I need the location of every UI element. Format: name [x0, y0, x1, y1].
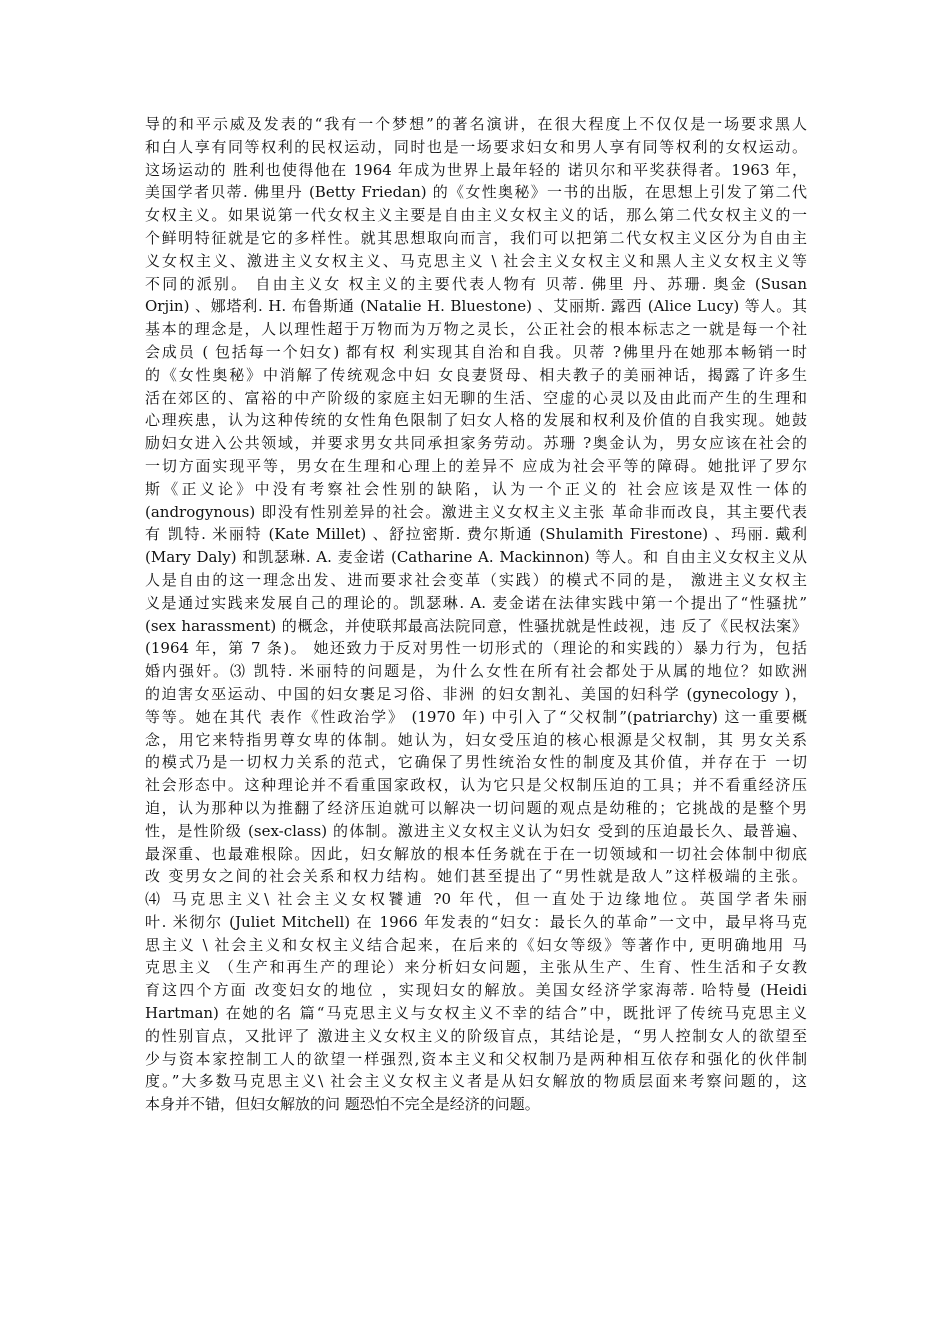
text-line: 本身并不错，但妇女解放的问 题恐怕不完全是经济的问题。	[145, 1095, 540, 1114]
text-line: 的迫害女巫运动、中国的妇女裹足习俗、非洲 的妇女割礼、美国的妇科学 (gynecology )，	[145, 684, 807, 703]
text-line: 这场运动的 胜利也使得他在 1964 年成为世界上最年轻的 诺贝尔和平奖获得者。1963 年，	[145, 160, 807, 179]
text-line: (sex harassment) 的概念，并使联邦最高法院同意，性骚扰就是性歧视，违 反了《民权法案》	[145, 616, 807, 635]
text-line: 育这四个方面 改变妇女的地位 ，实现妇女的解放。美国女经济学家海蒂. 哈特曼 (Heidi	[145, 981, 807, 1000]
text-line: 的《女性奥秘》中消解了传统观念中妇 女良妻贤母、相夫教子的美丽神话，揭露了许多生	[145, 365, 807, 384]
text-line: 迫，认为那种以为推翻了经济压迫就可以解决一切问题的观点是幼稚的；它挑战的是整个男	[145, 798, 807, 817]
text-line: Orjin) 、娜塔利. H. 布鲁斯通 (Natalie H. Bluestone) 、艾丽斯. 露西 (Alice Lucy) 等人。其	[145, 297, 807, 316]
text-line: 美国学者贝蒂. 佛里丹 (Betty Friedan) 的《女性奥秘》一书的出版，在思想上引发了第二代	[145, 183, 807, 202]
text-line: 基本的理念是，人以理性超于万物而为万物之灵长，公正社会的根本标志之一就是每一个社	[145, 320, 807, 339]
text-line: 会成员 ( 包括每一个妇女) 都有权 利实现其自治和自我。贝蒂 ?佛里丹在她那本畅销一时	[145, 342, 807, 361]
text-line: 女权主义。如果说第一代女权主义主要是自由主义女权主义的话，那么第二代女权主义的一	[145, 206, 807, 225]
text-line: 最深重、也最难根除。因此，妇女解放的根本任务就在于在一切领域和一切社会体制中彻底	[145, 844, 807, 863]
text-line: 克思主义 （生产和再生产的理论）来分析妇女问题，主张从生产、生育、性生活和子女教	[145, 958, 807, 977]
text-line: 斯《正义论》中没有考察社会性别的缺陷，认为一个正义的 社会应该是双性一体的	[145, 479, 807, 498]
text-line: 叶. 米彻尔 (Juliet Mitchell) 在 1966 年发表的“妇女：最长久的革命”一文中，最早将马克	[145, 912, 807, 931]
text-line: 等等。她在其代 表作《性政治学》 (1970 年) 中引入了“父权制”(patriarchy) 这一重要概	[145, 707, 807, 726]
text-line: 社会形态中。这种理论并不看重国家政权，认为它只是父权制压迫的工具；并不看重经济压	[145, 776, 807, 795]
text-line: 导的和平示威及发表的“我有一个梦想”的著名演讲，在很大程度上不仅仅是一场要求黑人	[145, 115, 807, 133]
text-line: 性，是性阶级 (sex-class) 的体制。激进主义女权主义认为妇女 受到的压迫最长久、最普遍、	[145, 821, 807, 840]
text-line: 少与资本家控制工人的欲望一样强烈,资本主义和父权制乃是两种相互依存和强化的伙伴制	[145, 1049, 807, 1068]
text-line: 一切方面实现平等，男女在生理和心理上的差异不 应成为社会平等的障碍。她批评了罗尔	[145, 456, 807, 475]
text-line: 心理疾患，认为这种传统的女性角色限制了妇女人格的发展和权利及价值的自我实现。她鼓	[145, 411, 807, 430]
text-line: 和白人享有同等权利的民权运动，同时也是一场要求妇女和男人享有同等权利的女权运动。	[145, 137, 807, 156]
text-line: 个鲜明特征就是它的多样性。就其思想取向而言，我们可以把第二代女权主义区分为自由主	[145, 228, 807, 247]
text-line: 有 凯特. 米丽特 (Kate Millet) 、舒拉密斯. 费尔斯通 (Shulamith Firestone) 、玛丽. 戴利	[145, 525, 807, 544]
text-line: 义女权主义、激进主义女权主义、马克思主义 \ 社会主义女权主义和黑人主义女权主义等	[145, 251, 807, 270]
text-line: 励妇女进入公共领域，并要求男女共同承担家务劳动。苏珊 ?奥金认为，男女应该在社会的	[145, 434, 807, 453]
text-line: 活在郊区的、富裕的中产阶级的家庭主妇无聊的生活、空虚的心灵以及由此而产生的生理和	[145, 388, 807, 407]
text-line: (androgynous) 即没有性别差异的社会。激进主义女权主义主张 革命非而改良，其主要代表	[145, 502, 807, 521]
text-line: 改 变男女之间的社会关系和权力结构。她们甚至提出了“男性就是敌人”这样极端的主张。	[145, 867, 807, 886]
text-line: Hartman) 在她的名 篇“马克思主义与女权主义不幸的结合”中，既批评了传统马克思主义	[145, 1004, 807, 1023]
text-line: 的模式乃是一切权力关系的范式，它确保了男性统治女性的制度及其价值，并存在于 一切	[145, 753, 807, 772]
text-line: 度。”大多数马克思主义\ 社会主义女权主义者是从妇女解放的物质层面来考察问题的，这	[145, 1072, 807, 1091]
text-line: 婚内强奸。⑶ 凯特. 米丽特的问题是，为什么女性在所有社会都处于从属的地位？如欧洲	[145, 662, 807, 681]
text-line: (Mary Daly) 和凯瑟琳. A. 麦金诺 (Catharine A. Mackinnon) 等人。和 自由主义女权主义从	[145, 548, 807, 567]
text-line: 念，用它来特指男尊女卑的体制。她认为，妇女受压迫的核心根源是父权制，其 男女关系	[145, 730, 807, 749]
text-line: 思主义 \ 社会主义和女权主义结合起来，在后来的《妇女等级》等著作中, 更明确地用 马	[145, 935, 807, 954]
body-text	[145, 113, 807, 1116]
text-line: 人是自由的这一理念出发、进而要求社会变革（实践）的模式不同的是， 激进主义女权主	[145, 570, 807, 589]
text-line: 的性别盲点，又批评了 激进主义女权主义的阶级盲点，其结论是，“男人控制女人的欲望至	[145, 1026, 807, 1045]
text-line: 义是通过实践来发展自己的理论的。凯瑟琳. A. 麦金诺在法律实践中第一个提出了“性骚扰”	[145, 593, 807, 612]
text-line: ⑷ 马克思主义\ 社会主义女权饕逋 ?0 年代，但一直处于边缘地位。英国学者朱丽	[145, 890, 807, 909]
text-line: (1964 年，第 7 条)。 她还致力于反对男性一切形式的（理论的和实践的）暴力行为，包括	[145, 639, 807, 658]
text-line: 不同的派别。 自由主义女 权主义的主要代表人物有 贝蒂. 佛里 丹、苏珊. 奥金 (Susan	[145, 274, 807, 293]
